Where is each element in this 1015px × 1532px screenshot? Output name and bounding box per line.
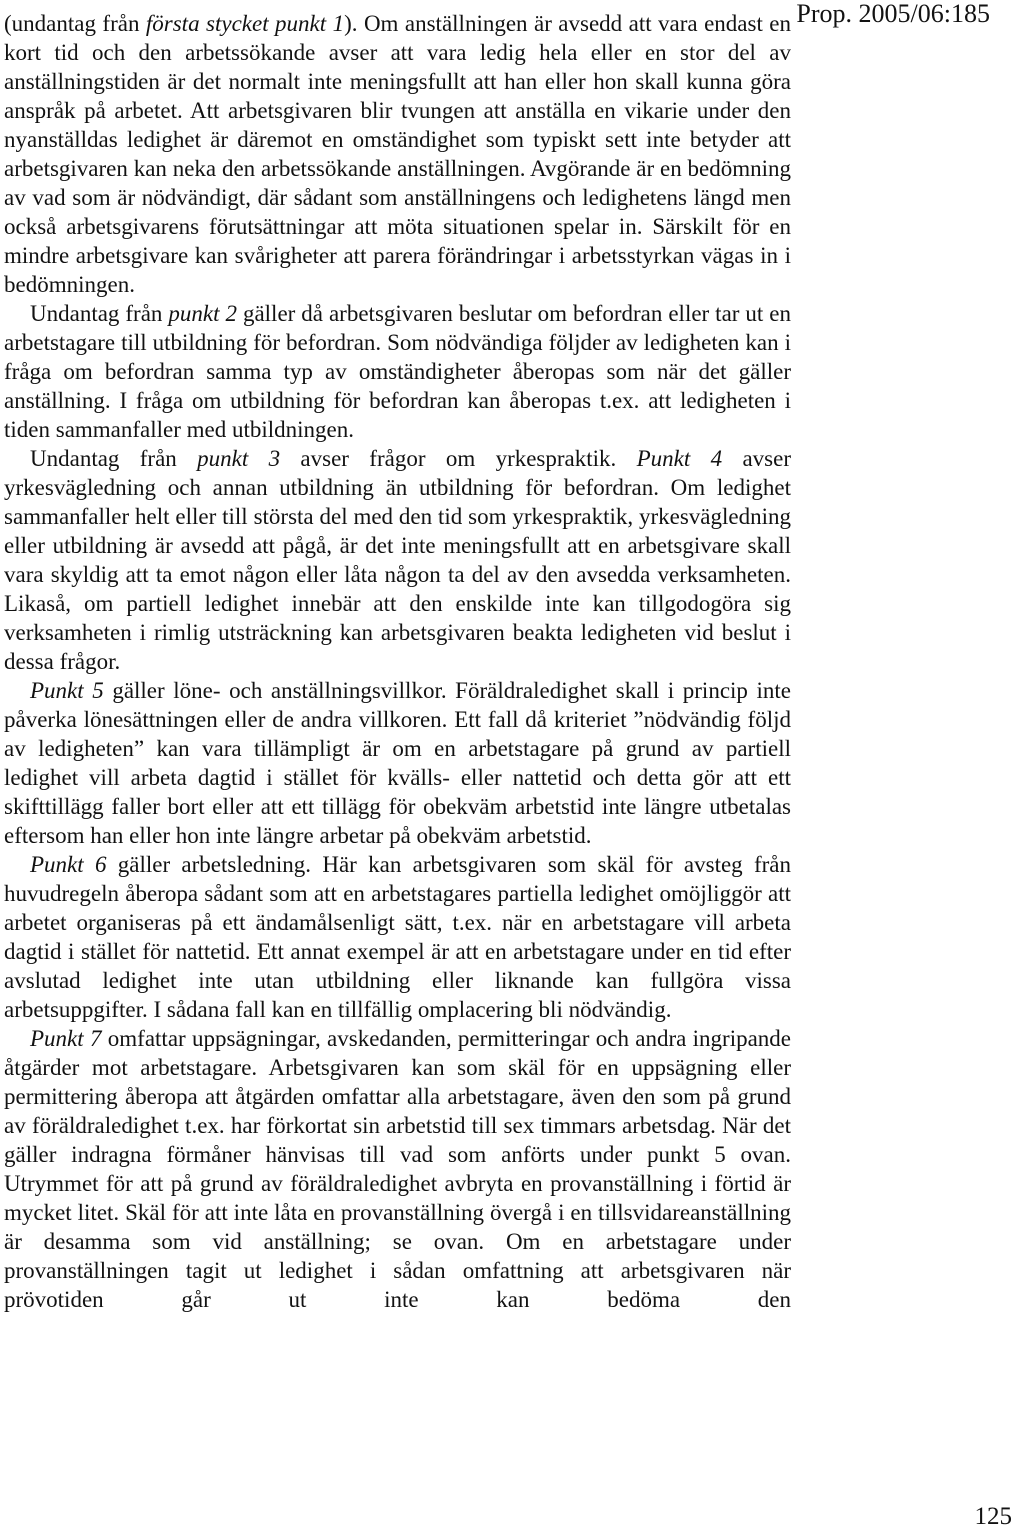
text-run: Undantag från bbox=[30, 301, 169, 326]
paragraph bbox=[4, 676, 791, 850]
italic-text-run: punkt 2 bbox=[168, 301, 237, 326]
italic-text-run: Punkt 5 bbox=[30, 678, 104, 703]
text-run: gäller löne- och anställningsvillkor. Föräldraledighet skall i princip inte påverka lönesättningen eller de andra villkoren. Ett fall då kriteriet ”nödvändig följd av ledigheten” kan vara tillämpligt är om en arbetstagare på grund av partiell ledighet vill arbeta dagtid i stället för kvälls- eller nattetid och detta gör att ett skifttillägg faller bort eller att ett tillägg för obekväm arbetstid inte längre utbetalas eftersom han eller hon inte längre arbetar på obekväm arbetstid. bbox=[4, 678, 791, 848]
body-text bbox=[4, 9, 791, 1314]
italic-text-run: första stycket punkt 1 bbox=[145, 11, 345, 36]
text-run: Undantag från bbox=[30, 446, 198, 471]
paragraph bbox=[4, 444, 791, 676]
italic-text-run: Punkt 7 bbox=[30, 1026, 102, 1051]
paragraph bbox=[4, 850, 791, 1024]
text-run: gäller då arbetsgivaren beslutar om befordran eller tar ut en arbetstagare till utbildning för befordran. Som nödvändiga följder av ledigheten kan i fråga om befordran samma typ av omständigheter åberopas som när det gäller anställning. I fråga om utbildning för befordran kan åberopas t.ex. att ledigheten i tiden sammanfaller med utbildningen. bbox=[4, 301, 791, 442]
paragraph bbox=[4, 9, 791, 299]
text-run: avser yrkesvägledning och annan utbildning än utbildning för befordran. Om ledighet sammanfaller helt eller till största del med den tid som yrkespraktik, yrkesvägledning eller utbildning är avsedd att pågå, är det inte meningsfullt att en arbetsgivare skall vara skyldig att ta emot någon eller låta någon ta del av den avsedda verksamheten. Likaså, om partiell ledighet innebär att den enskilde inte kan tillgodogöra sig verksamheten i rimlig utsträckning kan arbetsgivaren beakta ledigheten vid beslut i dessa frågor. bbox=[4, 446, 791, 674]
page-number: 125 bbox=[974, 1503, 1012, 1530]
italic-text-run: Punkt 6 bbox=[30, 852, 107, 877]
text-run: avser frågor om yrkespraktik. bbox=[280, 446, 637, 471]
document-reference-header: Prop. 2005/06:185 bbox=[796, 0, 990, 28]
italic-text-run: Punkt 4 bbox=[636, 446, 723, 471]
text-run: omfattar uppsägningar, avskedanden, permitteringar och andra ingripande åtgärder mot arbetstagare. Arbetsgivaren kan som skäl för en uppsägning eller permittering åberopa att åtgärden omfattar alla arbetstagare, även den som på grund av föräldraledighet t.ex. har förkortat sin arbetstid till sex timmars arbetsdag. När det gäller indragna förmåner hänvisas till vad som anförts under punkt 5 ovan. Utrymmet för att på grund av föräldraledighet avbryta en provanställning i förtid är mycket litet. Skäl för att inte låta en provanställning övergå i en tillsvidareanställning är desamma som vid anställning; se ovan. Om en arbetstagare under provanställningen tagit ut ledighet i sådan omfattning att arbetsgivaren när prövotiden går ut inte kan bedöma den bbox=[4, 1026, 791, 1312]
text-run: ). Om anställningen är avsedd att vara endast en kort tid och den arbetssökande avser att vara ledig hela eller en stor del av anställningstiden är det normalt inte meningsfullt att han eller hon skall kunna göra anspråk på arbetet. Att arbetsgivaren blir tvungen att anställa en vikarie under den nyanställdas ledighet är däremot en omständighet som typiskt sett inte betyder att arbetsgivaren kan neka den arbetssökande anställningen. Avgörande är en bedömning av vad som är nödvändigt, där sådant som anställningens och ledighetens längd men också arbetsgivarens förutsättningar att möta situationen spelar in. Särskilt för en mindre arbetsgivare kan svårigheter att parera förändringar i arbetsstyrkan vägas in i bedömningen. bbox=[4, 11, 791, 297]
text-run: gäller arbetsledning. Här kan arbetsgivaren som skäl för avsteg från huvudregeln åberopa sådant som att en arbetstagares partiella ledighet omöjliggör att arbetet organiseras på ett ändamålsenligt sätt, t.ex. när en arbetstagare vill arbeta dagtid i stället för nattetid. Ett annat exempel är att en arbetstagare under en tid efter avslutad ledighet inte utan utbildning eller liknande kan fullgöra vissa arbetsuppgifter. I sådana fall kan en tillfällig omplacering bli nödvändig. bbox=[4, 852, 791, 1022]
text-run: (undantag från bbox=[4, 11, 146, 36]
italic-text-run: punkt 3 bbox=[197, 446, 281, 471]
paragraph bbox=[4, 299, 791, 444]
paragraph bbox=[4, 1024, 791, 1314]
